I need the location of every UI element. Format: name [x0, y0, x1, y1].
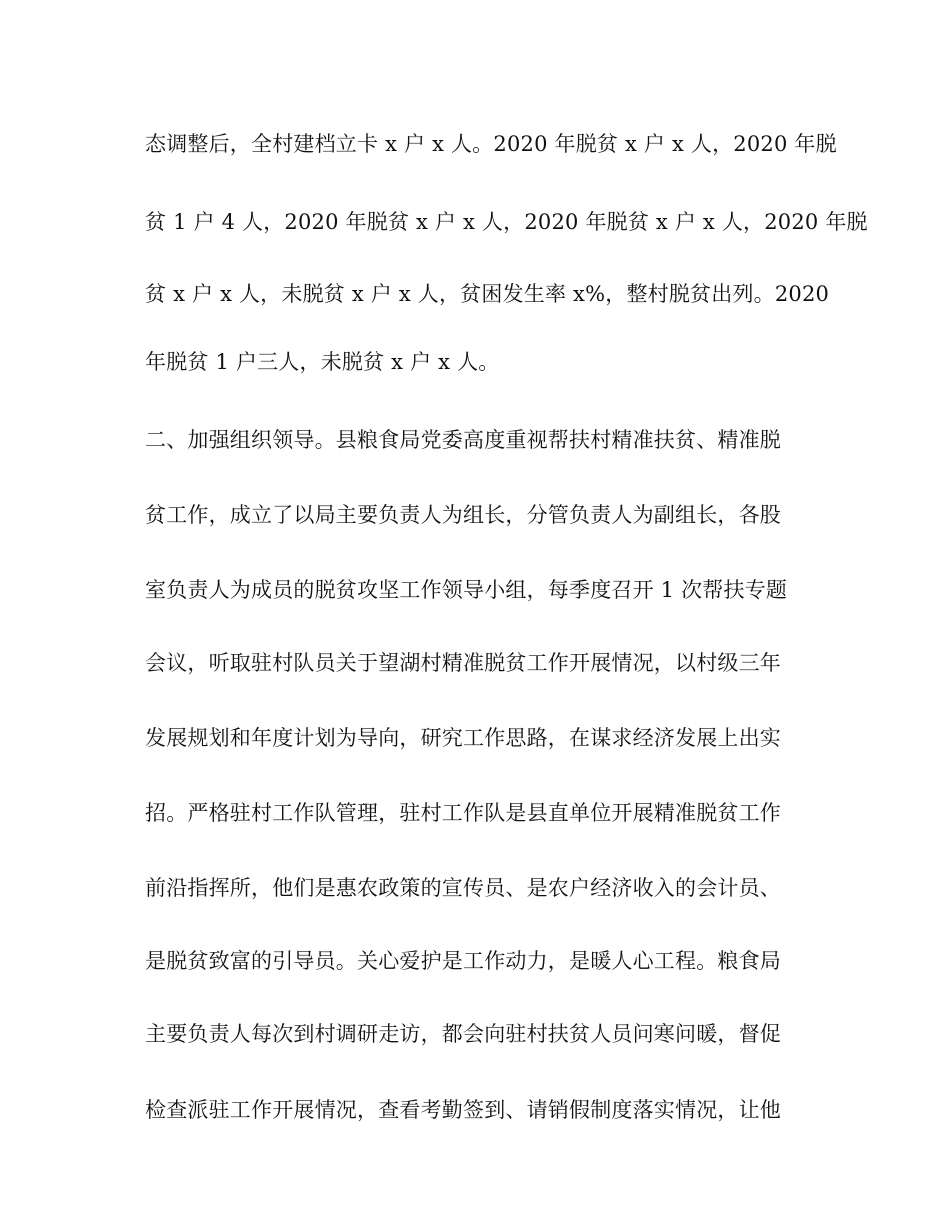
text-line: 发展规划和年度计划为导向，研究工作思路，在谋求经济发展上出实: [145, 726, 781, 750]
text-line: 二、加强组织领导。县粮食局党委高度重视帮扶村精准扶贫、精准脱: [145, 428, 781, 452]
text-line: 主要负责人每次到村调研走访，都会向驻村扶贫人员问寒问暖，督促: [145, 1022, 781, 1046]
text-line: 招。严格驻村工作队管理，驻村工作队是县直单位开展精准脱贫工作: [145, 801, 781, 825]
text-line: 态调整后，全村建档立卡 x 户 x 人。2020 年脱贫 x 户 x 人，2020 年脱: [145, 132, 837, 156]
text-line: 检查派驻工作开展情况，查看考勤签到、请销假制度落实情况，让他: [145, 1098, 781, 1122]
text-line: 贫工作，成立了以局主要负责人为组长，分管负责人为副组长，各股: [145, 503, 781, 527]
text-line: 会议，听取驻村队员关于望湖村精准脱贫工作开展情况，以村级三年: [145, 651, 781, 675]
text-line: 贫 x 户 x 人，未脱贫 x 户 x 人，贫困发生率 x%，整村脱贫出列。2020: [145, 282, 830, 306]
text-line: 室负责人为成员的脱贫攻坚工作领导小组，每季度召开 1 次帮扶专题: [145, 578, 788, 602]
text-line: 前沿指挥所，他们是惠农政策的宣传员、是农户经济收入的会计员、: [145, 876, 781, 900]
text-line: 是脱贫致富的引导员。关心爱护是工作动力，是暖人心工程。粮食局: [145, 949, 781, 973]
text-line: 年脱贫 1 户三人，未脱贫 x 户 x 人。: [145, 350, 500, 374]
text-line: 贫 1 户 4 人，2020 年脱贫 x 户 x 人，2020 年脱贫 x 户 x 人，2020 年脱: [145, 210, 868, 234]
